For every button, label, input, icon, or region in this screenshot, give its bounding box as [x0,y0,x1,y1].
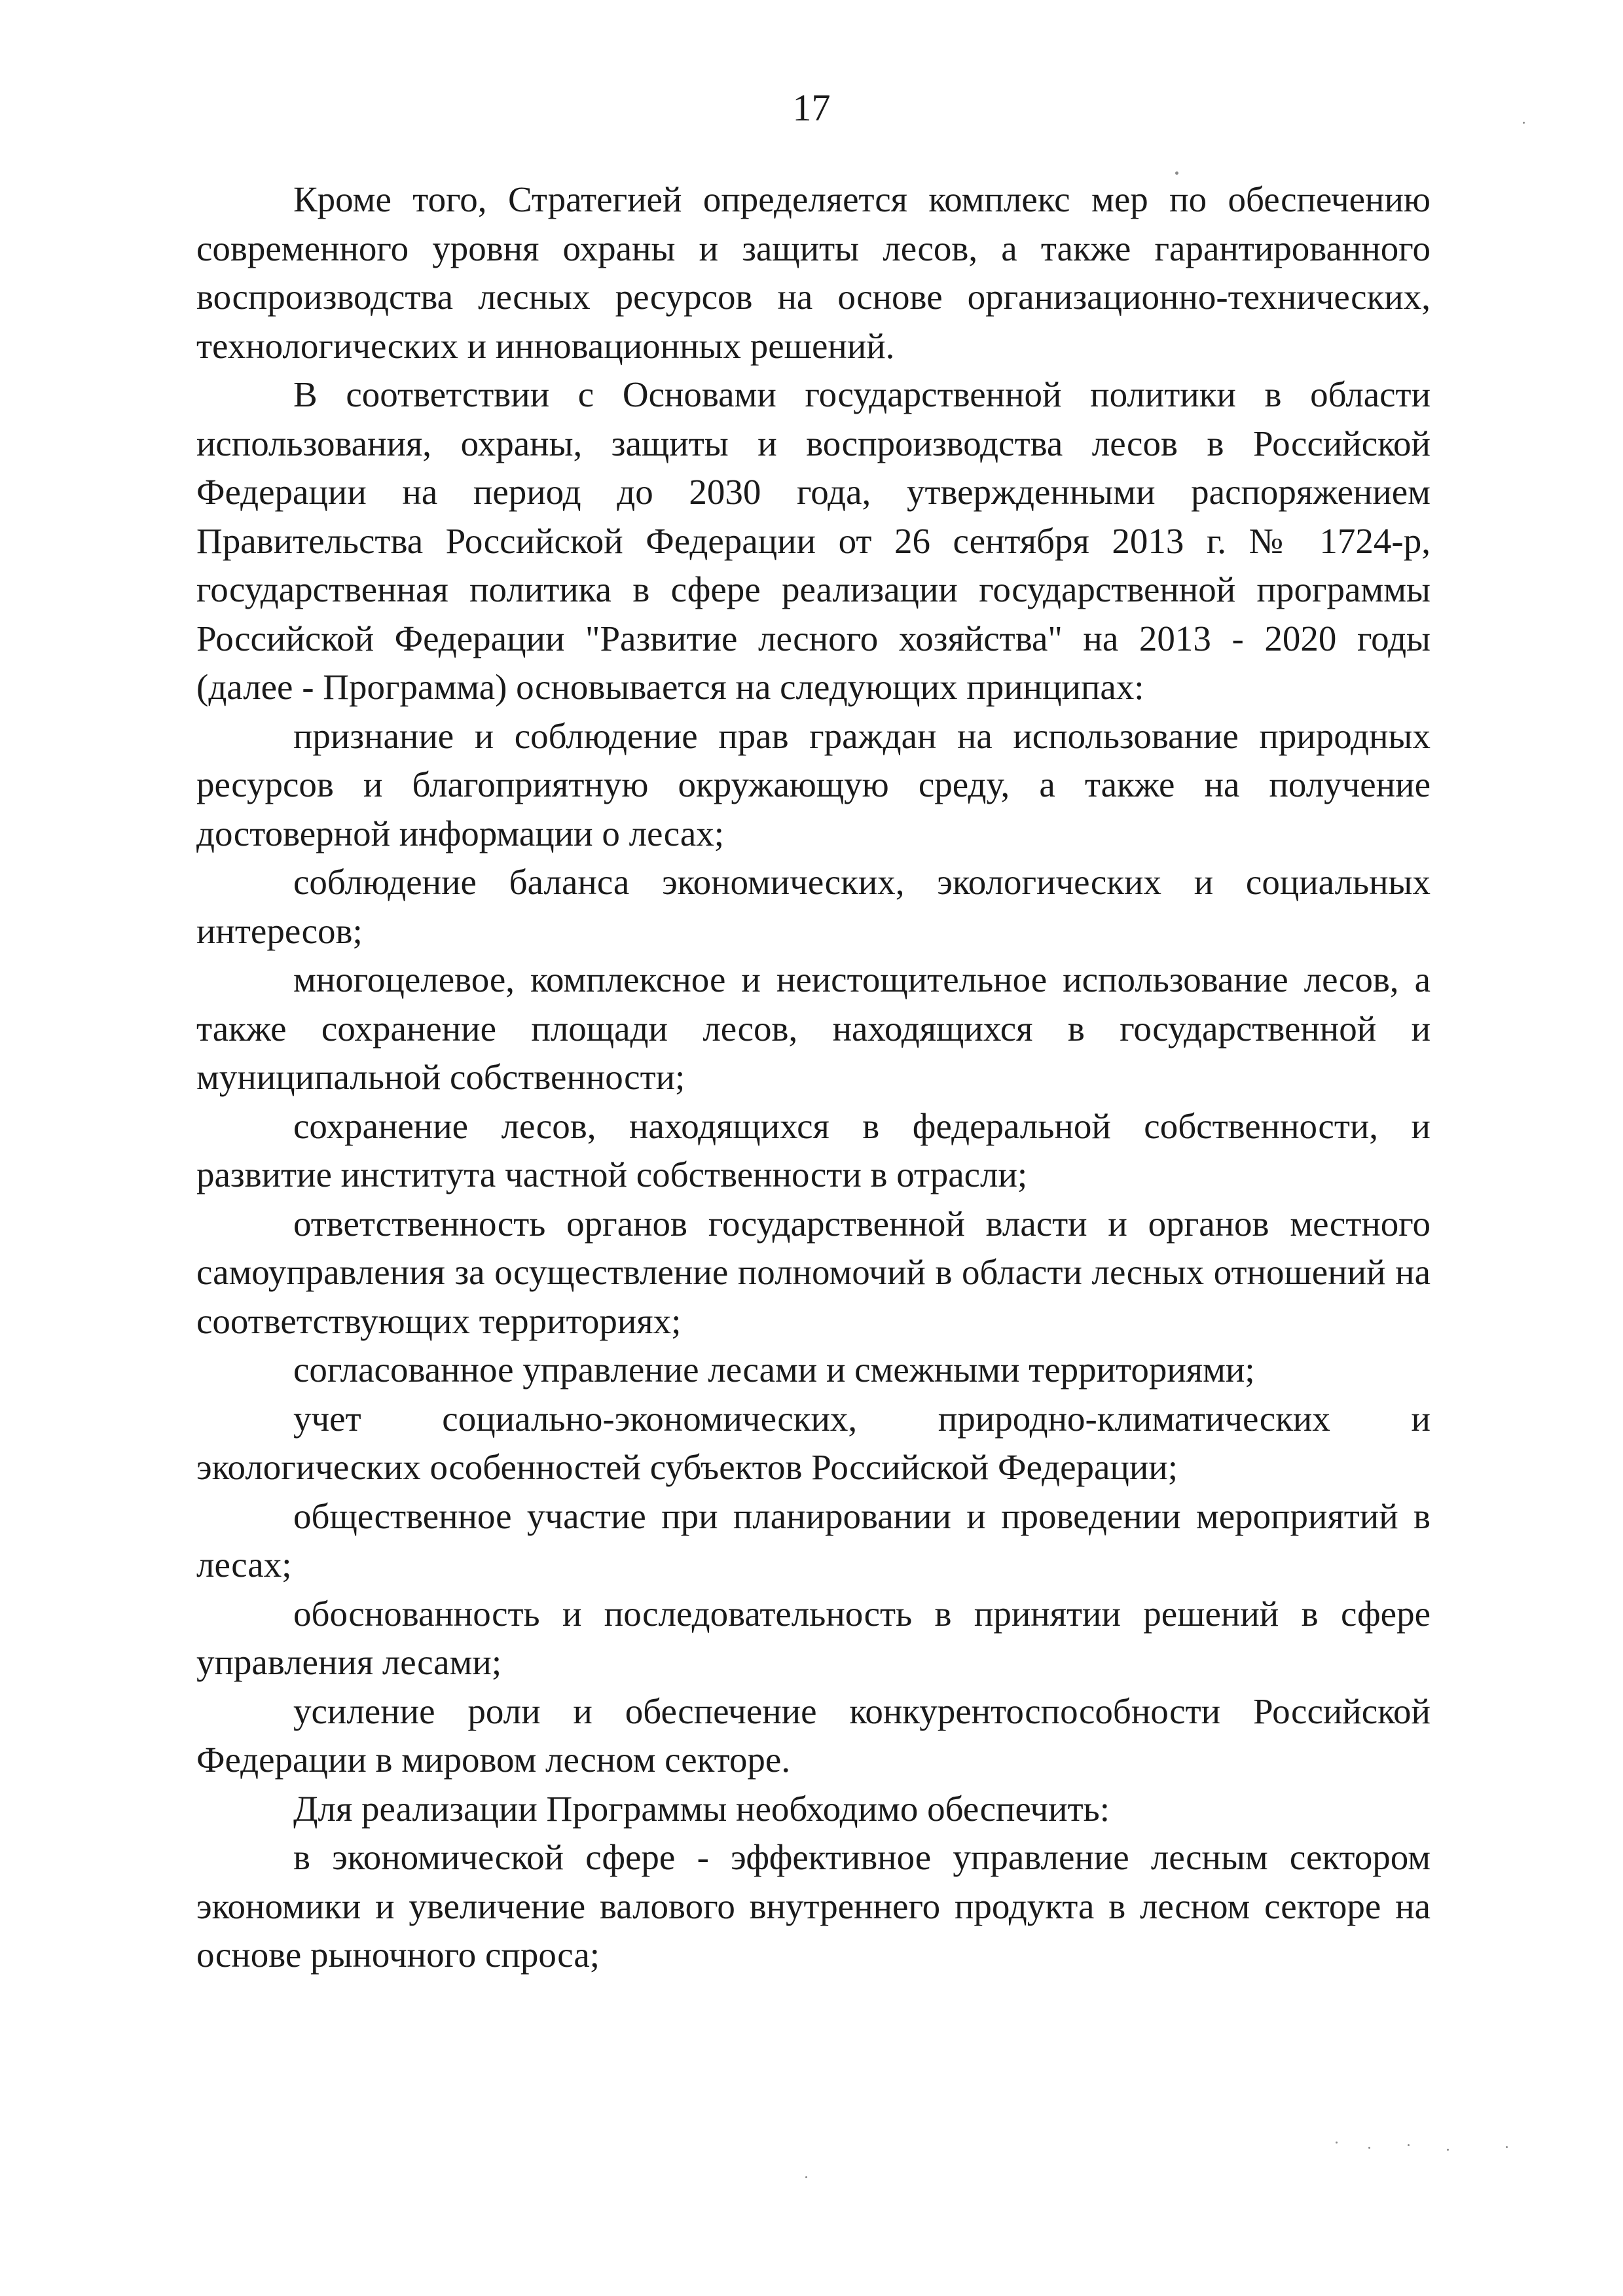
scan-speck [1523,122,1525,124]
scan-speck [1336,2142,1338,2144]
paragraph: ответственность органов государственной власти и органов местного самоуправления за осуществление полномочий в области лесных отношений на соответствующих территориях; [196,1203,1431,1341]
paragraph: в экономической сфере - эффективное управление лесным сектором экономики и увеличение валового внутреннего продукта в лесном секторе на основе рыночного спроса; [196,1837,1431,1975]
paragraph: сохранение лесов, находящихся в федеральной собственности, и развитие института частной собственности в отрасли; [196,1105,1431,1194]
paragraph: согласованное управление лесами и смежными территориями; [293,1350,1255,1390]
paragraph: многоцелевое, комплексное и неистощительное использование лесов, а также сохранение площади лесов, находящихся в государственной и муниципальной собственности; [196,960,1431,1097]
page-number: 17 [792,86,831,129]
paragraph: Для реализации Программы необходимо обеспечить: [293,1788,1110,1829]
paragraph: Кроме того, Стратегией определяется комплекс мер по обеспечению современного уровня охраны и защиты лесов, а также гарантированного воспроизводства лесных ресурсов на основе организационно-технических, технологических и инновационных решений. [196,179,1431,366]
paragraph: усиление роли и обеспечение конкурентоспособности Российской Федерации в мировом лесном секторе. [196,1691,1431,1780]
scan-speck [1175,171,1178,175]
scan-speck [805,2176,807,2178]
scan-speck [1408,2144,1410,2146]
paragraph: В соответствии с Основами государственной политики в области использования, охраны, защиты и воспроизводства лесов в Российской Федерации на период до 2030 года, утвержденными распоряжением Правительства Российской Федерации от 26 сентября 2013 г. № 1724-р, государственная политика в сфере реализации государственной программы Российской Федерации "Развитие лесного хозяйства" на 2013 - 2020 годы (далее - Программа) основывается на следующих принципах: [196,374,1431,707]
paragraph: признание и соблюдение прав граждан на использование природных ресурсов и благоприятную окружающую среду, а также на получение достоверной информации о лесах; [196,715,1431,853]
scan-speck [1506,2146,1508,2148]
scan-speck [1447,2149,1449,2151]
paragraph: общественное участие при планировании и проведении мероприятий в лесах; [196,1496,1431,1585]
body-text [196,175,1431,1980]
paragraph: соблюдение баланса экономических, экологических и социальных интересов; [196,862,1431,951]
scan-speck [1368,2147,1370,2149]
paragraph: обоснованность и последовательность в принятии решений в сфере управления лесами; [196,1593,1431,1682]
paragraph: учет социально-экономических, природно-климатических и экологических особенностей субъектов Российской Федерации; [196,1398,1431,1487]
